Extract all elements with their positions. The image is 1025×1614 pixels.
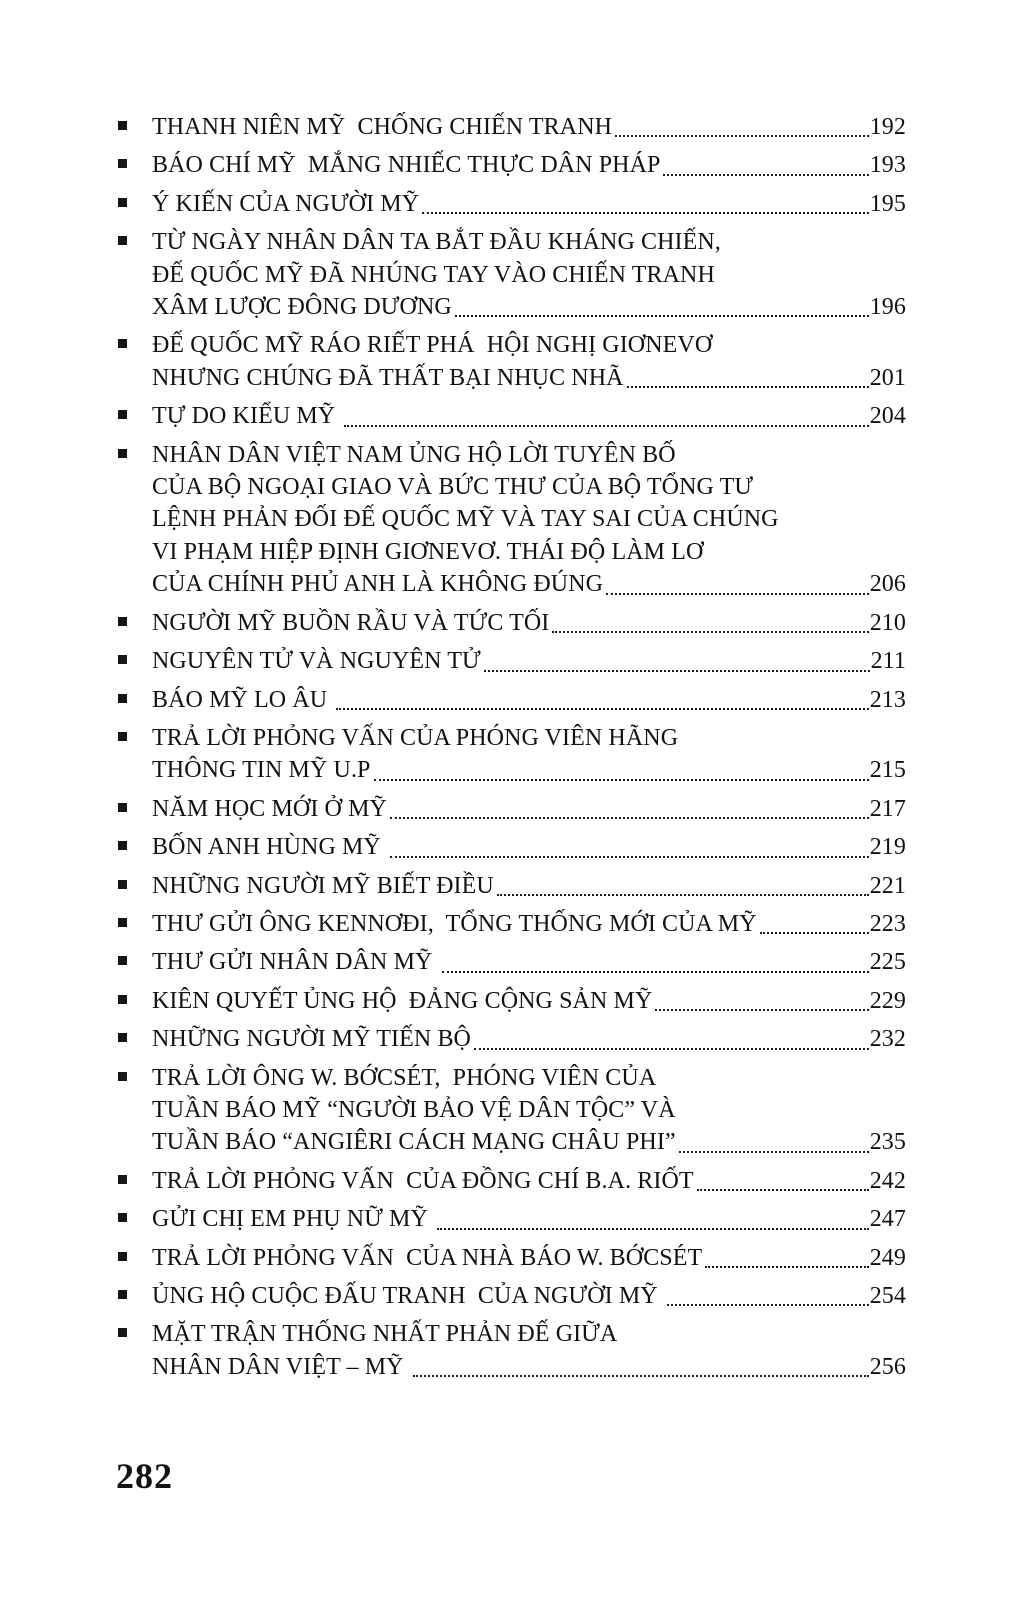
- toc-entry-last-line: [152, 400, 906, 432]
- bullet-square-icon: [118, 995, 127, 1004]
- toc-entry-title-line: TỰ DO KIỂU MỸ: [152, 403, 342, 430]
- toc-page-number: 225: [869, 949, 906, 976]
- toc-entry: [118, 1203, 906, 1235]
- toc-entry-lines: [152, 149, 906, 181]
- toc-entry-last-line: [152, 1280, 906, 1312]
- toc-entry-lines: [152, 1280, 906, 1312]
- bullet-square-icon: [118, 803, 127, 812]
- toc-entry: [118, 226, 906, 323]
- toc-page-number: 229: [869, 987, 906, 1014]
- bullet-square-icon: [118, 339, 127, 348]
- toc-page-number: 242: [869, 1167, 906, 1194]
- toc-entry-title-line: BỐN ANH HÙNG MỸ: [152, 834, 387, 861]
- toc-entry: [118, 985, 906, 1017]
- toc-entry-lines: [152, 439, 906, 601]
- dot-leader: [679, 1151, 869, 1153]
- toc-entry-title-line: NGƯỜI MỸ BUỒN RẦU VÀ TỨC TỐI: [152, 609, 550, 636]
- toc-entry: [118, 400, 906, 432]
- toc-page-number: 223: [869, 910, 906, 937]
- page-number-footer: 282: [116, 1456, 173, 1496]
- toc-entry-last-line: [152, 111, 906, 143]
- dot-leader: [552, 631, 868, 633]
- toc-entry: [118, 908, 906, 940]
- toc-entry-title-line: ỦNG HỘ CUỘC ĐẤU TRANH CỦA NGƯỜI MỸ: [152, 1283, 664, 1309]
- toc-entry-last-line: [152, 291, 906, 323]
- toc-entry-title-line: THANH NIÊN MỸ CHỐNG CHIẾN TRANH: [152, 114, 613, 140]
- toc-page-number: 210: [869, 609, 906, 636]
- toc-entry-title-line: ĐẾ QUỐC MỸ ĐÃ NHÚNG TAY VÀO CHIẾN TRANH: [152, 261, 715, 288]
- dot-leader: [606, 593, 869, 595]
- toc-entry-last-line: [152, 1242, 906, 1274]
- toc-entry-title-line: TRẢ LỜI PHỎNG VẤN CỦA ĐỒNG CHÍ B.A. RIỐT: [152, 1167, 694, 1194]
- toc-entry: [118, 329, 906, 394]
- dot-leader: [697, 1189, 869, 1191]
- toc-entry-lines: [152, 985, 906, 1017]
- toc-page-number: 235: [869, 1129, 906, 1156]
- toc-entry: [118, 870, 906, 902]
- toc-entry-last-line: [152, 908, 906, 940]
- bullet-square-icon: [118, 1033, 127, 1042]
- toc-page-number: 204: [869, 403, 906, 430]
- toc-entry-title-line: THƯ GỬI NHÂN DÂN MỸ: [152, 949, 439, 976]
- dot-leader: [615, 135, 869, 137]
- toc-page-number: 192: [869, 114, 906, 140]
- toc-entry-lines: [152, 645, 906, 677]
- toc-entry-lines: [152, 1023, 906, 1055]
- toc-page-number: 247: [869, 1206, 906, 1233]
- toc-page-number: 215: [869, 757, 906, 784]
- toc-entry-lines: [152, 1242, 906, 1274]
- toc-entry-title-line: NGUYÊN TỬ VÀ NGUYÊN TỬ: [152, 648, 481, 675]
- toc-entry: [118, 722, 906, 787]
- bullet-square-icon: [118, 1252, 127, 1261]
- bullet-square-icon: [118, 236, 127, 245]
- toc-entry-title-line: NHÂN DÂN VIỆT NAM ỦNG HỘ LỜI TUYÊN BỐ: [152, 441, 676, 468]
- toc-entry-title-line: CỦA BỘ NGOẠI GIAO VÀ BỨC THƯ CỦA BỘ TỔNG TƯ: [152, 474, 754, 501]
- toc-entry-last-line: [152, 946, 906, 978]
- toc-entry-last-line: [152, 793, 906, 825]
- bullet-square-icon: [118, 1072, 127, 1081]
- bullet-square-icon: [118, 880, 127, 889]
- toc-page-number: 232: [869, 1026, 906, 1053]
- bullet-square-icon: [118, 694, 127, 703]
- toc-entry: [118, 831, 906, 863]
- toc-entry-title-line: TUẦN BÁO “ANGIÊRI CÁCH MẠNG CHÂU PHI”: [152, 1129, 676, 1156]
- bullet-square-icon: [118, 956, 127, 965]
- toc-entry-last-line: [152, 1203, 906, 1235]
- dot-leader: [484, 670, 870, 672]
- dot-leader: [667, 1304, 869, 1306]
- toc-entry-last-line: [152, 831, 906, 863]
- toc-entry-last-line: [152, 1023, 906, 1055]
- bullet-square-icon: [118, 159, 127, 168]
- toc-entry-title-line: ĐẾ QUỐC MỸ RÁO RIẾT PHÁ HỘI NGHỊ GIƠNEVƠ: [152, 332, 713, 359]
- bullet-square-icon: [118, 1290, 127, 1299]
- toc-page-number: 201: [869, 364, 906, 391]
- dot-leader: [442, 971, 869, 973]
- bullet-square-icon: [118, 655, 127, 664]
- toc-entry-last-line: [152, 149, 906, 181]
- toc-entry-last-line: [152, 1351, 906, 1383]
- toc-entry-lines: [152, 870, 906, 902]
- dot-leader: [663, 174, 868, 176]
- toc-entry: [118, 946, 906, 978]
- toc-entry-last-line: [152, 1126, 906, 1158]
- toc-page-number: 219: [869, 834, 906, 861]
- toc-entry-title-line: TRẢ LỜI PHỎNG VẤN CỦA PHÓNG VIÊN HÃNG: [152, 724, 679, 751]
- toc-entry-lines: [152, 946, 906, 978]
- toc-entry-lines: [152, 1318, 906, 1383]
- toc-entry-title-line: GỬI CHỊ EM PHỤ NỮ MỸ: [152, 1206, 435, 1233]
- dot-leader: [497, 894, 869, 896]
- toc-entry: [118, 188, 906, 220]
- toc-entry-title-line: BÁO MỸ LO ÂU: [152, 686, 334, 713]
- toc-entry: [118, 1280, 906, 1312]
- toc-entry-title-line: KIÊN QUYẾT ỦNG HỘ ĐẢNG CỘNG SẢN MỸ: [152, 987, 653, 1014]
- toc-entry: [118, 607, 906, 639]
- bullet-square-icon: [118, 198, 127, 207]
- toc-page-number: 256: [869, 1353, 906, 1380]
- toc-entry-last-line: [152, 188, 906, 220]
- toc-entry-last-line: [152, 362, 906, 394]
- toc-entry-lines: [152, 793, 906, 825]
- toc-entry-title-line: NHƯNG CHÚNG ĐÃ THẤT BẠI NHỤC NHÃ: [152, 364, 624, 391]
- dot-leader: [705, 1266, 868, 1268]
- toc-entry-title-line: TỪ NGÀY NHÂN DÂN TA BẮT ĐẦU KHÁNG CHIẾN,: [152, 229, 721, 256]
- bullet-square-icon: [118, 1328, 127, 1337]
- toc-entry-lines: [152, 400, 906, 432]
- bullet-square-icon: [118, 449, 127, 458]
- toc-entry-title-line: MẶT TRẬN THỐNG NHẤT PHẢN ĐẾ GIỮA: [152, 1321, 618, 1348]
- toc-entry-last-line: [152, 645, 906, 677]
- dot-leader: [413, 1375, 869, 1377]
- toc-entry-lines: [152, 1203, 906, 1235]
- toc-entry-last-line: [152, 607, 906, 639]
- toc-entry-last-line: [152, 870, 906, 902]
- toc-entry: [118, 645, 906, 677]
- dot-leader: [390, 817, 869, 819]
- toc-page-number: 213: [869, 686, 906, 713]
- toc-entry-lines: [152, 1165, 906, 1197]
- toc-page-number: 193: [869, 152, 906, 179]
- bullet-square-icon: [118, 410, 127, 419]
- toc-page-number: 211: [870, 648, 906, 675]
- dot-leader: [455, 315, 869, 317]
- dot-leader: [336, 708, 868, 710]
- toc-entry-lines: [152, 908, 906, 940]
- toc-entry-title-line: NĂM HỌC MỚI Ở MỸ: [152, 795, 387, 822]
- toc-entry-title-line: NHỮNG NGƯỜI MỸ TIẾN BỘ: [152, 1026, 471, 1053]
- bullet-square-icon: [118, 617, 127, 626]
- toc-page-number: 217: [869, 795, 906, 822]
- toc-entry-title-line: Ý KIẾN CỦA NGƯỜI MỸ: [152, 190, 420, 217]
- toc-entry: [118, 1023, 906, 1055]
- bullet-square-icon: [118, 732, 127, 741]
- toc-entry-lines: [152, 111, 906, 143]
- toc-entry-last-line: [152, 754, 906, 786]
- toc-entry-title-line: VI PHẠM HIỆP ĐỊNH GIƠNEVƠ. THÁI ĐỘ LÀM LƠ: [152, 538, 704, 565]
- toc-entry-lines: [152, 188, 906, 220]
- dot-leader: [437, 1228, 869, 1230]
- toc-entry-lines: [152, 226, 906, 323]
- bullet-square-icon: [118, 841, 127, 850]
- dot-leader: [655, 1009, 868, 1011]
- toc-entry-lines: [152, 1062, 906, 1159]
- toc-entry: [118, 149, 906, 181]
- toc-entry-title-line: CỦA CHÍNH PHỦ ANH LÀ KHÔNG ĐÚNG: [152, 571, 604, 598]
- toc-entry-lines: [152, 607, 906, 639]
- toc-page-number: 206: [869, 571, 906, 598]
- toc-entry: [118, 793, 906, 825]
- toc-page-number: 254: [869, 1283, 906, 1309]
- toc-entry-title-line: TRẢ LỜI PHỎNG VẤN CỦA NHÀ BÁO W. BỚCSÉT: [152, 1244, 703, 1271]
- toc-entry: [118, 1318, 906, 1383]
- toc-entry-lines: [152, 722, 906, 787]
- bullet-square-icon: [118, 1175, 127, 1184]
- dot-leader: [627, 386, 869, 388]
- dot-leader: [374, 779, 869, 781]
- dot-leader: [390, 856, 869, 858]
- bullet-square-icon: [118, 121, 127, 130]
- bullet-square-icon: [118, 1213, 127, 1222]
- toc-entry-last-line: [152, 985, 906, 1017]
- toc-page-number: 195: [869, 190, 906, 217]
- dot-leader: [760, 932, 869, 934]
- dot-leader: [422, 212, 869, 214]
- toc-entry: [118, 1242, 906, 1274]
- toc-entry-title-line: NHÂN DÂN VIỆT – MỸ: [152, 1353, 410, 1380]
- toc-entry-lines: [152, 831, 906, 863]
- toc-entry: [118, 1165, 906, 1197]
- dot-leader: [344, 425, 868, 427]
- toc-entry-title-line: BÁO CHÍ MỸ MẮNG NHIẾC THỰC DÂN PHÁP: [152, 152, 661, 179]
- toc-entry: [118, 439, 906, 601]
- toc-entry-title-line: LỆNH PHẢN ĐỐI ĐẾ QUỐC MỸ VÀ TAY SAI CỦA CHÚNG: [152, 506, 779, 533]
- toc-entry: [118, 684, 906, 716]
- toc-page-number: 249: [869, 1244, 906, 1271]
- toc-entry-title-line: TUẦN BÁO MỸ “NGƯỜI BẢO VỆ DÂN TỘC” VÀ: [152, 1096, 676, 1123]
- toc-entry-title-line: XÂM LƯỢC ĐÔNG DƯƠNG: [152, 294, 452, 321]
- toc-entry-title-line: THƯ GỬI ÔNG KENNƠĐI, TỔNG THỐNG MỚI CỦA MỸ: [152, 910, 757, 937]
- toc-entry-title-line: THÔNG TIN MỸ U.P: [152, 757, 371, 784]
- dot-leader: [474, 1048, 869, 1050]
- toc-entry: [118, 1062, 906, 1159]
- toc-entry-last-line: [152, 1165, 906, 1197]
- toc-page-number: 196: [869, 294, 906, 321]
- toc-list: [118, 111, 906, 1389]
- toc-page-number: 221: [869, 872, 906, 899]
- toc-entry-title-line: NHỮNG NGƯỜI MỸ BIẾT ĐIỀU: [152, 872, 494, 899]
- toc-entry: [118, 111, 906, 143]
- toc-entry-last-line: [152, 684, 906, 716]
- toc-entry-title-line: TRẢ LỜI ÔNG W. BỚCSÉT, PHÓNG VIÊN CỦA: [152, 1064, 657, 1091]
- toc-entry-lines: [152, 684, 906, 716]
- bullet-square-icon: [118, 918, 127, 927]
- toc-entry-last-line: [152, 568, 906, 600]
- toc-entry-lines: [152, 329, 906, 394]
